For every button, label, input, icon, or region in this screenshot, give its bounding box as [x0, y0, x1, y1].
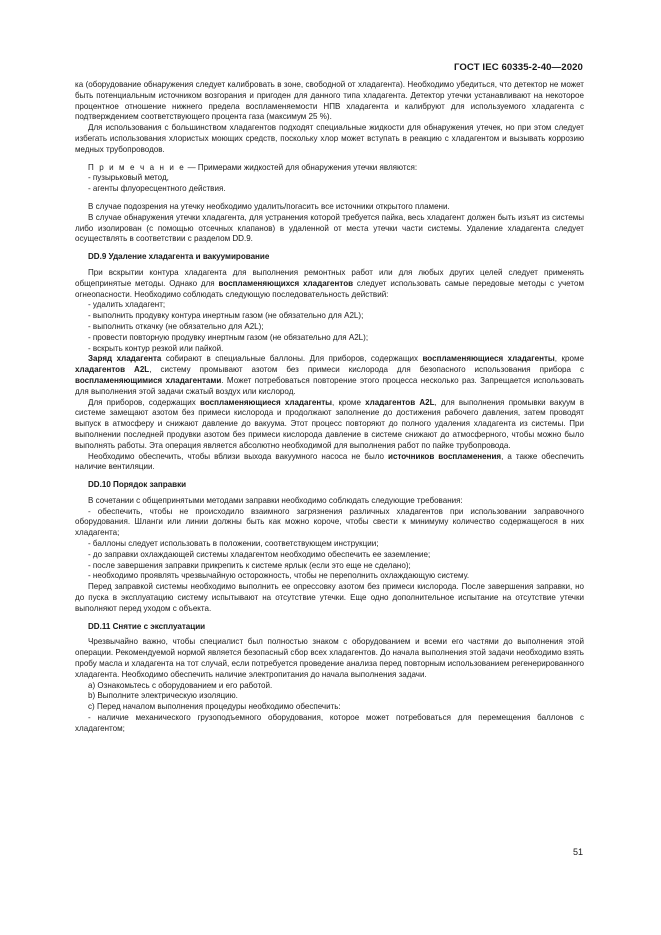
- list-item: - удалить хладагент;: [88, 300, 166, 310]
- text-run: , кроме: [332, 397, 366, 407]
- text-run: собирают в специальные баллоны. Для приборов, содержащих: [161, 354, 423, 364]
- term-bold: воспламеняющимися хладагентами: [75, 375, 222, 385]
- list-item: - наличие механического грузоподъемного оборудования, которое может потребоваться для перемещения баллонов с хладагентом;: [75, 713, 584, 733]
- section-title-dd9: DD.9 Удаление хладагента и вакуумирование: [88, 252, 270, 262]
- list-item: - вскрыть контур резкой или пайкой.: [88, 343, 224, 353]
- paragraph: В сочетании с общепринятыми методами заправки необходимо соблюдать следующие требования:: [88, 495, 463, 505]
- text-run: Необходимо обеспечить, чтобы вблизи выхода вакуумного насоса не было: [88, 451, 389, 461]
- list-item: - обеспечить, чтобы не происходило взаимного загрязнения различных хладагентов при использовании заправочного оборудования. Шланги или линии должны быть как можно короче, чтобы свести к минимуму количество содержащегося в них хладагента;: [75, 506, 584, 538]
- term-bold: воспламеняющихся хладагентов: [218, 278, 354, 288]
- term-bold: источников воспламенения: [388, 451, 502, 461]
- text-run: Для приборов, содержащих: [88, 397, 200, 407]
- paragraph: [75, 398, 584, 452]
- paragraph: ка (оборудование обнаружения следует калибровать в зоне, свободной от хладагента). Необходимо убедиться, что детектор не может быть потенциальным источником возгорания и пригоден для данного типа хладагента. Детектор утечки устанавливают на некоторое процентное отношение нижнего предела воспламеняемости НПВ хладагента и калибруют для используемого хладагента с подтверждением соответствующего процента газа (максимум 25 %).: [75, 80, 584, 122]
- term-bold: воспламеняющиеся хладагенты: [199, 397, 333, 407]
- list-item: - баллоны следует использовать в положении, соответствующем инструкции;: [88, 539, 379, 549]
- paragraph: Перед заправкой системы необходимо выполнить ее опрессовку азотом без примеси кислорода. После завершения заправки, но до пуска в эксплуатацию систему испытывают на отсутствие утечки. Еще одно дополнительное испытание на отсутствие утечки выполняют перед уходом с объекта.: [75, 582, 584, 613]
- list-item: - до заправки охлаждающей системы хладагентом необходимо обеспечить ее заземление;: [88, 549, 431, 559]
- note-text: — Примерами жидкостей для обнаружения утечки являются:: [185, 162, 418, 172]
- paragraph: В случае обнаружения утечки хладагента, для устранения которой требуется пайка, весь хладагент должен быть изъят из системы либо изолирован (с помощью отсечных клапанов) в удаленной от места утечки части системы. Удаление хладагента следует осуществлять в соответствии с разделом DD.9.: [75, 212, 584, 244]
- paragraph: [75, 452, 584, 474]
- paragraph: [75, 354, 584, 397]
- text-run: . Может потребоваться повторение этого процесса несколько раз. Запрещается использовать для выполнения этой задачи сжатый воздух или кислород.: [75, 375, 584, 396]
- term-bold: хладагентов A2L: [75, 365, 150, 375]
- list-item: - выполнить продувку контура инертным газом (не обязательно для A2L);: [88, 311, 364, 321]
- list-item: b) Выполните электрическую изоляцию.: [88, 691, 238, 701]
- note: [75, 163, 584, 174]
- note-label: П р и м е ч а н и е: [88, 162, 186, 172]
- list-item: - выполнить откачку (не обязательно для A2L);: [88, 321, 264, 331]
- page-number: 51: [572, 847, 583, 857]
- list-item: с) Перед началом выполнения процедуры необходимо обеспечить:: [88, 702, 341, 712]
- text-run: , систему промывают азотом без примеси кислорода для безопасного использования прибора с: [149, 365, 584, 375]
- list-item: - после завершения заправки прикрепить к системе ярлык (если это еще не сделано);: [88, 560, 411, 570]
- paragraph: Чрезвычайно важно, чтобы специалист был полностью знаком с оборудованием и всеми его частями до выполнения этой операции. Рекомендуемой нормой является безопасный сбор всех хладагентов. До начала выполнения этой задачи необходимо взять пробу масла и хладагента на тот случай, если потребуется проведение анализа перед повторным использованием регенерированного хладагента. Необходимо обеспечить наличие электропитания до начала выполнения задачи.: [75, 637, 584, 679]
- note-item: - агенты флуоресцентного действия.: [88, 184, 226, 194]
- text-run: При вскрытии контура хладагента для выполнения ремонтных работ или для любых других целей следует применять общепринятые методы. Однако для: [75, 267, 584, 288]
- paragraph: В случае подозрения на утечку необходимо удалить/погасить все источники открытого пламени.: [88, 201, 450, 211]
- text-run: следует использовать самые передовые методы с учетом огнеопасности. Необходимо соблюдать следующую последовательность действий:: [75, 278, 584, 299]
- section-title-dd11: DD.11 Снятие с эксплуатации: [88, 621, 206, 631]
- page-body: [75, 80, 584, 735]
- text-run: , а также обеспечить наличие вентиляции.: [75, 451, 584, 472]
- term-bold: хладагентов A2L: [365, 397, 435, 407]
- text-run: , кроме: [554, 354, 584, 364]
- list-item: - провести повторную продувку инертным газом (не обязательно для A2L);: [88, 332, 369, 342]
- paragraph: Для использования с большинством хладагентов подходят специальные жидкости для обнаружения утечек, но при этом следует избегать использования хлористых моющих средств, поскольку хлор может вступать в реакцию с хладагентом и вызывать коррозию медных трубопроводов.: [75, 123, 584, 154]
- list-item: - необходимо проявлять чрезвычайную осторожность, чтобы не переполнить охлаждающую систему.: [88, 571, 470, 581]
- standard-header: ГОСТ IEC 60335-2-40—2020: [453, 62, 583, 73]
- paragraph: [75, 268, 584, 300]
- section-title-dd10: DD.10 Порядок заправки: [88, 480, 187, 490]
- term-bold: воспламеняющиеся хладагенты: [422, 354, 555, 364]
- note-item: - пузырьковый метод,: [88, 173, 169, 183]
- text-run: , для выполнения промывки вакуум в системе замещают азотом без примеси кислорода и продолжают заполнение до достижения рабочего давления, затем проводят выпуск в атмосферу и снижают давление до вакуума. Этот процесс повторяют до полного удаления хладагента из системы. При выполнении последней продувки азотом без примеси кислорода давление в системе снижают до атмосферного, чтобы можно было выполнять работы. Эта операция является абсолютно необходимой для выполнения работ по пайке трубопровода.: [75, 397, 585, 450]
- list-item: а) Ознакомьтесь с оборудованием и его работой.: [88, 680, 273, 690]
- term-bold: Заряд хладагента: [88, 354, 162, 364]
